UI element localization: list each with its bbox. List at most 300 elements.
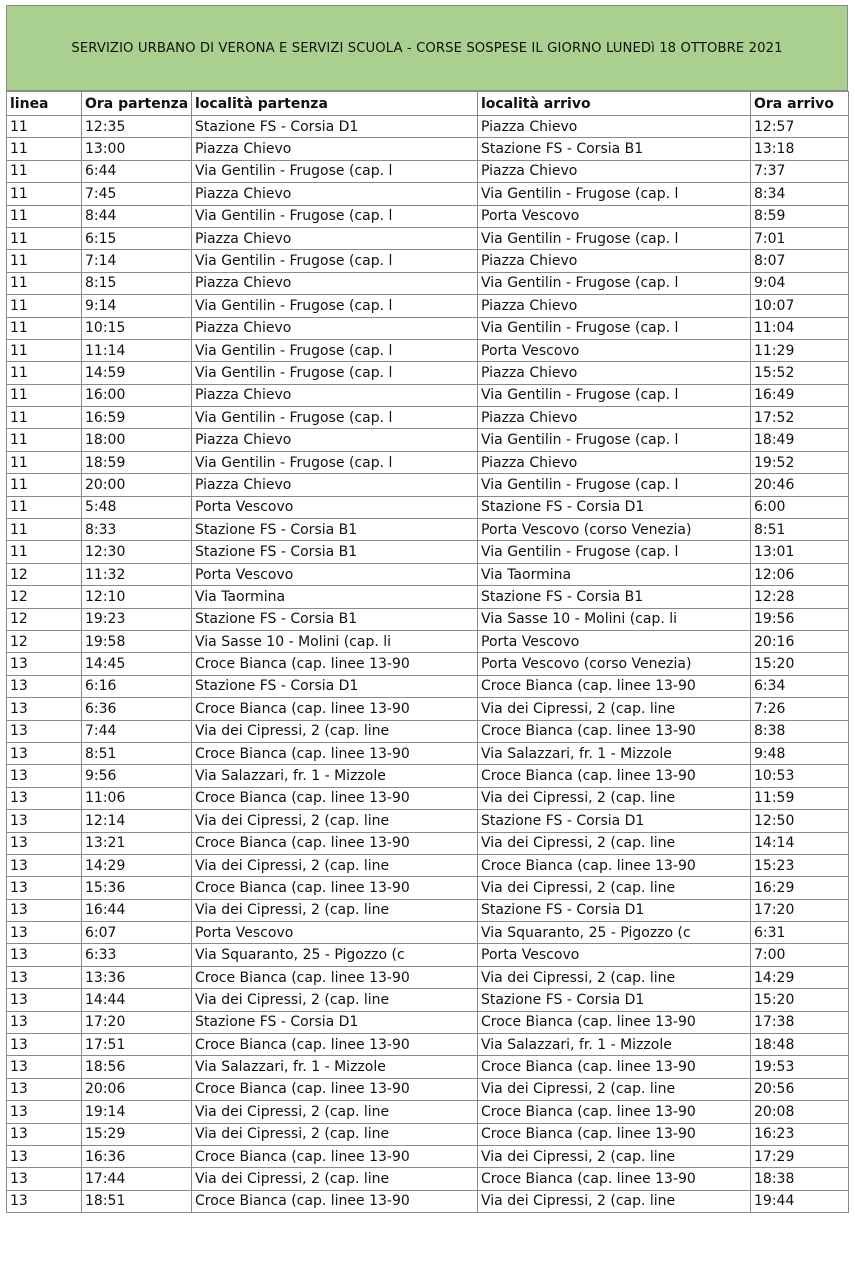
cell-ora-arrivo: 16:49 <box>751 384 849 406</box>
cell-linea: 11 <box>7 116 82 138</box>
cell-linea: 13 <box>7 832 82 854</box>
cell-ora-arrivo: 8:59 <box>751 205 849 227</box>
cell-ora-partenza: 19:23 <box>82 608 192 630</box>
cell-localita-arrivo: Via Gentilin - Frugose (cap. l <box>478 317 751 339</box>
cell-localita-arrivo: Via Gentilin - Frugose (cap. l <box>478 384 751 406</box>
cell-localita-partenza: Piazza Chievo <box>192 429 478 451</box>
cell-ora-partenza: 14:59 <box>82 362 192 384</box>
table-row <box>7 944 849 966</box>
table-row <box>7 227 849 249</box>
cell-linea: 13 <box>7 989 82 1011</box>
cell-ora-arrivo: 12:06 <box>751 563 849 585</box>
cell-linea: 11 <box>7 451 82 473</box>
cell-localita-arrivo: Via Gentilin - Frugose (cap. l <box>478 429 751 451</box>
cell-ora-arrivo: 7:00 <box>751 944 849 966</box>
cell-ora-arrivo: 10:07 <box>751 295 849 317</box>
cell-linea: 13 <box>7 922 82 944</box>
cell-ora-partenza: 6:36 <box>82 698 192 720</box>
cell-ora-partenza: 18:56 <box>82 1056 192 1078</box>
cell-ora-partenza: 9:56 <box>82 765 192 787</box>
cell-localita-partenza: Via Gentilin - Frugose (cap. l <box>192 160 478 182</box>
cell-ora-partenza: 8:15 <box>82 272 192 294</box>
table-row <box>7 474 849 496</box>
cell-ora-arrivo: 8:07 <box>751 250 849 272</box>
cell-localita-partenza: Piazza Chievo <box>192 183 478 205</box>
table-row <box>7 407 849 429</box>
cell-ora-partenza: 17:20 <box>82 1011 192 1033</box>
cell-ora-arrivo: 19:52 <box>751 451 849 473</box>
cell-ora-partenza: 9:14 <box>82 295 192 317</box>
cell-linea: 13 <box>7 765 82 787</box>
header-row <box>7 92 849 116</box>
cell-localita-arrivo: Via Salazzari, fr. 1 - Mizzole <box>478 1034 751 1056</box>
cell-ora-partenza: 10:15 <box>82 317 192 339</box>
cell-ora-partenza: 6:44 <box>82 160 192 182</box>
cell-ora-arrivo: 17:52 <box>751 407 849 429</box>
cell-linea: 13 <box>7 899 82 921</box>
cell-ora-partenza: 13:36 <box>82 966 192 988</box>
cell-linea: 13 <box>7 944 82 966</box>
cell-linea: 13 <box>7 1034 82 1056</box>
cell-linea: 11 <box>7 384 82 406</box>
table-row <box>7 1168 849 1190</box>
cell-ora-partenza: 6:16 <box>82 675 192 697</box>
cell-localita-partenza: Stazione FS - Corsia B1 <box>192 608 478 630</box>
cell-ora-arrivo: 7:37 <box>751 160 849 182</box>
title-banner <box>6 5 848 91</box>
table-row <box>7 295 849 317</box>
cell-localita-partenza: Croce Bianca (cap. linee 13-90 <box>192 877 478 899</box>
cell-ora-arrivo: 14:29 <box>751 966 849 988</box>
table-row <box>7 787 849 809</box>
column-header-linea: linea <box>7 92 82 116</box>
cell-linea: 11 <box>7 362 82 384</box>
cell-linea: 11 <box>7 474 82 496</box>
cell-ora-partenza: 16:00 <box>82 384 192 406</box>
cell-ora-partenza: 19:58 <box>82 630 192 652</box>
cell-linea: 11 <box>7 250 82 272</box>
cell-linea: 11 <box>7 295 82 317</box>
table-row <box>7 1078 849 1100</box>
cell-localita-arrivo: Croce Bianca (cap. linee 13-90 <box>478 1011 751 1033</box>
cell-localita-partenza: Via Squaranto, 25 - Pigozzo (c <box>192 944 478 966</box>
cell-localita-partenza: Via Gentilin - Frugose (cap. l <box>192 295 478 317</box>
cell-ora-arrivo: 12:57 <box>751 116 849 138</box>
cell-ora-partenza: 12:14 <box>82 810 192 832</box>
cell-localita-partenza: Piazza Chievo <box>192 474 478 496</box>
cell-ora-partenza: 8:33 <box>82 519 192 541</box>
cell-ora-arrivo: 16:23 <box>751 1123 849 1145</box>
cell-localita-arrivo: Croce Bianca (cap. linee 13-90 <box>478 1056 751 1078</box>
cell-localita-arrivo: Piazza Chievo <box>478 407 751 429</box>
cell-localita-partenza: Croce Bianca (cap. linee 13-90 <box>192 832 478 854</box>
cell-linea: 13 <box>7 966 82 988</box>
cell-ora-partenza: 14:29 <box>82 854 192 876</box>
cell-ora-partenza: 6:33 <box>82 944 192 966</box>
table-row <box>7 317 849 339</box>
table-row <box>7 765 849 787</box>
cell-ora-partenza: 7:14 <box>82 250 192 272</box>
cell-ora-partenza: 13:00 <box>82 138 192 160</box>
table-row <box>7 250 849 272</box>
cell-localita-partenza: Piazza Chievo <box>192 384 478 406</box>
cell-localita-partenza: Croce Bianca (cap. linee 13-90 <box>192 1078 478 1100</box>
cell-localita-arrivo: Stazione FS - Corsia D1 <box>478 989 751 1011</box>
cell-localita-arrivo: Piazza Chievo <box>478 451 751 473</box>
table-row <box>7 384 849 406</box>
cell-localita-arrivo: Stazione FS - Corsia D1 <box>478 899 751 921</box>
cell-localita-arrivo: Piazza Chievo <box>478 295 751 317</box>
cell-localita-arrivo: Stazione FS - Corsia B1 <box>478 138 751 160</box>
cell-ora-arrivo: 14:14 <box>751 832 849 854</box>
cell-ora-arrivo: 11:04 <box>751 317 849 339</box>
cell-localita-arrivo: Via Squaranto, 25 - Pigozzo (c <box>478 922 751 944</box>
cell-linea: 11 <box>7 519 82 541</box>
cell-localita-partenza: Croce Bianca (cap. linee 13-90 <box>192 698 478 720</box>
table-row <box>7 675 849 697</box>
table-body <box>7 116 849 1213</box>
table-row <box>7 1056 849 1078</box>
cell-ora-partenza: 15:36 <box>82 877 192 899</box>
cell-localita-partenza: Croce Bianca (cap. linee 13-90 <box>192 742 478 764</box>
cell-ora-arrivo: 11:29 <box>751 339 849 361</box>
cell-localita-arrivo: Piazza Chievo <box>478 160 751 182</box>
table-row <box>7 989 849 1011</box>
table-row <box>7 608 849 630</box>
cell-localita-partenza: Stazione FS - Corsia B1 <box>192 519 478 541</box>
cell-localita-arrivo: Piazza Chievo <box>478 250 751 272</box>
table-row <box>7 742 849 764</box>
cell-localita-arrivo: Via Gentilin - Frugose (cap. l <box>478 183 751 205</box>
cell-localita-arrivo: Porta Vescovo (corso Venezia) <box>478 519 751 541</box>
cell-ora-partenza: 6:07 <box>82 922 192 944</box>
cell-localita-partenza: Piazza Chievo <box>192 272 478 294</box>
cell-localita-arrivo: Porta Vescovo <box>478 944 751 966</box>
cell-linea: 13 <box>7 854 82 876</box>
cell-linea: 13 <box>7 1101 82 1123</box>
table-row <box>7 429 849 451</box>
cell-localita-arrivo: Porta Vescovo <box>478 205 751 227</box>
table-row <box>7 519 849 541</box>
cell-localita-arrivo: Via dei Cipressi, 2 (cap. line <box>478 1145 751 1167</box>
cell-linea: 11 <box>7 205 82 227</box>
cell-ora-partenza: 16:59 <box>82 407 192 429</box>
cell-linea: 13 <box>7 742 82 764</box>
cell-linea: 13 <box>7 1078 82 1100</box>
table-row <box>7 362 849 384</box>
cell-localita-arrivo: Via dei Cipressi, 2 (cap. line <box>478 787 751 809</box>
cell-linea: 13 <box>7 877 82 899</box>
cell-ora-arrivo: 11:59 <box>751 787 849 809</box>
table-row <box>7 272 849 294</box>
cell-localita-partenza: Porta Vescovo <box>192 496 478 518</box>
table-row <box>7 586 849 608</box>
cell-ora-arrivo: 7:26 <box>751 698 849 720</box>
cell-ora-partenza: 12:35 <box>82 116 192 138</box>
column-header-ora-partenza: Ora partenza <box>82 92 192 116</box>
cell-ora-arrivo: 8:51 <box>751 519 849 541</box>
cell-ora-arrivo: 10:53 <box>751 765 849 787</box>
table-row <box>7 810 849 832</box>
cell-ora-partenza: 15:29 <box>82 1123 192 1145</box>
table-row <box>7 541 849 563</box>
table-row <box>7 496 849 518</box>
cell-localita-partenza: Croce Bianca (cap. linee 13-90 <box>192 1034 478 1056</box>
cell-linea: 13 <box>7 810 82 832</box>
cell-localita-arrivo: Stazione FS - Corsia D1 <box>478 496 751 518</box>
cell-ora-partenza: 18:00 <box>82 429 192 451</box>
cell-localita-partenza: Via dei Cipressi, 2 (cap. line <box>192 854 478 876</box>
cell-ora-arrivo: 15:20 <box>751 653 849 675</box>
cell-localita-arrivo: Via Gentilin - Frugose (cap. l <box>478 272 751 294</box>
cell-linea: 13 <box>7 1123 82 1145</box>
cell-ora-partenza: 12:10 <box>82 586 192 608</box>
cell-linea: 11 <box>7 227 82 249</box>
cell-localita-arrivo: Via dei Cipressi, 2 (cap. line <box>478 1190 751 1212</box>
cell-localita-partenza: Via dei Cipressi, 2 (cap. line <box>192 720 478 742</box>
table-row <box>7 832 849 854</box>
cell-localita-arrivo: Piazza Chievo <box>478 116 751 138</box>
cell-localita-partenza: Via Gentilin - Frugose (cap. l <box>192 362 478 384</box>
table-row <box>7 183 849 205</box>
cell-ora-partenza: 11:06 <box>82 787 192 809</box>
cell-localita-partenza: Croce Bianca (cap. linee 13-90 <box>192 1190 478 1212</box>
cell-localita-partenza: Stazione FS - Corsia B1 <box>192 541 478 563</box>
table-row <box>7 1101 849 1123</box>
cell-localita-arrivo: Via dei Cipressi, 2 (cap. line <box>478 1078 751 1100</box>
cell-linea: 13 <box>7 1168 82 1190</box>
cell-ora-arrivo: 12:50 <box>751 810 849 832</box>
cell-ora-arrivo: 13:01 <box>751 541 849 563</box>
cell-linea: 11 <box>7 272 82 294</box>
cell-localita-arrivo: Via Taormina <box>478 563 751 585</box>
table-row <box>7 1123 849 1145</box>
cell-localita-partenza: Via Salazzari, fr. 1 - Mizzole <box>192 765 478 787</box>
cell-ora-arrivo: 18:49 <box>751 429 849 451</box>
cell-ora-arrivo: 16:29 <box>751 877 849 899</box>
cell-ora-arrivo: 19:53 <box>751 1056 849 1078</box>
cell-linea: 11 <box>7 138 82 160</box>
cell-localita-arrivo: Stazione FS - Corsia B1 <box>478 586 751 608</box>
cell-ora-arrivo: 15:52 <box>751 362 849 384</box>
cell-localita-arrivo: Porta Vescovo (corso Venezia) <box>478 653 751 675</box>
cell-ora-partenza: 7:44 <box>82 720 192 742</box>
cell-linea: 13 <box>7 653 82 675</box>
cell-ora-arrivo: 17:29 <box>751 1145 849 1167</box>
column-header-localita-arrivo: località arrivo <box>478 92 751 116</box>
cell-localita-partenza: Via Gentilin - Frugose (cap. l <box>192 250 478 272</box>
cell-localita-partenza: Via Gentilin - Frugose (cap. l <box>192 451 478 473</box>
cell-linea: 11 <box>7 429 82 451</box>
cell-linea: 13 <box>7 1056 82 1078</box>
cell-ora-partenza: 11:32 <box>82 563 192 585</box>
cell-linea: 13 <box>7 675 82 697</box>
cell-localita-partenza: Via dei Cipressi, 2 (cap. line <box>192 1168 478 1190</box>
table-row <box>7 1034 849 1056</box>
cell-ora-arrivo: 6:00 <box>751 496 849 518</box>
table-row <box>7 877 849 899</box>
cell-localita-arrivo: Croce Bianca (cap. linee 13-90 <box>478 675 751 697</box>
table-row <box>7 720 849 742</box>
cell-ora-arrivo: 9:04 <box>751 272 849 294</box>
cell-ora-partenza: 7:45 <box>82 183 192 205</box>
cell-localita-partenza: Piazza Chievo <box>192 227 478 249</box>
table-row <box>7 205 849 227</box>
cell-ora-partenza: 16:44 <box>82 899 192 921</box>
cell-linea: 12 <box>7 630 82 652</box>
cell-localita-partenza: Piazza Chievo <box>192 138 478 160</box>
cell-linea: 12 <box>7 608 82 630</box>
suspended-trips-table <box>6 91 849 1213</box>
cell-linea: 12 <box>7 563 82 585</box>
cell-ora-arrivo: 6:34 <box>751 675 849 697</box>
cell-localita-arrivo: Croce Bianca (cap. linee 13-90 <box>478 720 751 742</box>
cell-ora-arrivo: 20:16 <box>751 630 849 652</box>
cell-ora-partenza: 17:44 <box>82 1168 192 1190</box>
table-row <box>7 698 849 720</box>
table-row <box>7 1145 849 1167</box>
cell-ora-arrivo: 9:48 <box>751 742 849 764</box>
cell-ora-partenza: 6:15 <box>82 227 192 249</box>
cell-ora-partenza: 19:14 <box>82 1101 192 1123</box>
cell-localita-partenza: Croce Bianca (cap. linee 13-90 <box>192 1145 478 1167</box>
cell-localita-partenza: Via Gentilin - Frugose (cap. l <box>192 205 478 227</box>
cell-linea: 11 <box>7 339 82 361</box>
cell-ora-arrivo: 15:23 <box>751 854 849 876</box>
cell-localita-partenza: Stazione FS - Corsia D1 <box>192 116 478 138</box>
cell-localita-partenza: Croce Bianca (cap. linee 13-90 <box>192 787 478 809</box>
cell-localita-arrivo: Via dei Cipressi, 2 (cap. line <box>478 698 751 720</box>
cell-ora-arrivo: 8:38 <box>751 720 849 742</box>
cell-ora-arrivo: 18:38 <box>751 1168 849 1190</box>
cell-localita-partenza: Via dei Cipressi, 2 (cap. line <box>192 1101 478 1123</box>
cell-localita-arrivo: Porta Vescovo <box>478 339 751 361</box>
table-row <box>7 451 849 473</box>
cell-localita-arrivo: Via dei Cipressi, 2 (cap. line <box>478 877 751 899</box>
cell-localita-partenza: Stazione FS - Corsia D1 <box>192 675 478 697</box>
cell-localita-arrivo: Croce Bianca (cap. linee 13-90 <box>478 1101 751 1123</box>
cell-ora-arrivo: 15:20 <box>751 989 849 1011</box>
cell-linea: 11 <box>7 160 82 182</box>
cell-ora-partenza: 11:14 <box>82 339 192 361</box>
table-row <box>7 138 849 160</box>
table-row <box>7 1190 849 1212</box>
table-row <box>7 966 849 988</box>
cell-localita-arrivo: Via Gentilin - Frugose (cap. l <box>478 227 751 249</box>
table-row <box>7 854 849 876</box>
cell-ora-partenza: 13:21 <box>82 832 192 854</box>
cell-localita-partenza: Via dei Cipressi, 2 (cap. line <box>192 1123 478 1145</box>
cell-ora-arrivo: 20:46 <box>751 474 849 496</box>
cell-ora-arrivo: 18:48 <box>751 1034 849 1056</box>
table-row <box>7 922 849 944</box>
cell-ora-partenza: 12:30 <box>82 541 192 563</box>
cell-localita-partenza: Via Salazzari, fr. 1 - Mizzole <box>192 1056 478 1078</box>
column-header-localita-partenza: località partenza <box>192 92 478 116</box>
cell-localita-arrivo: Via dei Cipressi, 2 (cap. line <box>478 966 751 988</box>
cell-ora-partenza: 18:51 <box>82 1190 192 1212</box>
table-row <box>7 899 849 921</box>
cell-localita-arrivo: Croce Bianca (cap. linee 13-90 <box>478 1168 751 1190</box>
cell-ora-arrivo: 20:08 <box>751 1101 849 1123</box>
cell-localita-arrivo: Croce Bianca (cap. linee 13-90 <box>478 1123 751 1145</box>
cell-ora-partenza: 5:48 <box>82 496 192 518</box>
table-row <box>7 116 849 138</box>
cell-localita-arrivo: Via Gentilin - Frugose (cap. l <box>478 541 751 563</box>
cell-ora-arrivo: 20:56 <box>751 1078 849 1100</box>
cell-ora-partenza: 8:44 <box>82 205 192 227</box>
cell-ora-arrivo: 12:28 <box>751 586 849 608</box>
cell-linea: 13 <box>7 1145 82 1167</box>
cell-linea: 13 <box>7 698 82 720</box>
cell-localita-partenza: Via dei Cipressi, 2 (cap. line <box>192 899 478 921</box>
cell-localita-partenza: Via dei Cipressi, 2 (cap. line <box>192 989 478 1011</box>
cell-linea: 11 <box>7 496 82 518</box>
cell-localita-partenza: Via Gentilin - Frugose (cap. l <box>192 339 478 361</box>
table-row <box>7 339 849 361</box>
cell-linea: 13 <box>7 1190 82 1212</box>
cell-localita-partenza: Via Sasse 10 - Molini (cap. li <box>192 630 478 652</box>
cell-linea: 13 <box>7 720 82 742</box>
cell-localita-arrivo: Via Gentilin - Frugose (cap. l <box>478 474 751 496</box>
table-row <box>7 160 849 182</box>
cell-ora-arrivo: 6:31 <box>751 922 849 944</box>
cell-ora-arrivo: 19:56 <box>751 608 849 630</box>
schedule-sheet <box>6 5 848 1213</box>
cell-ora-partenza: 17:51 <box>82 1034 192 1056</box>
cell-linea: 11 <box>7 317 82 339</box>
cell-ora-partenza: 18:59 <box>82 451 192 473</box>
cell-localita-arrivo: Via Salazzari, fr. 1 - Mizzole <box>478 742 751 764</box>
cell-ora-partenza: 8:51 <box>82 742 192 764</box>
table-row <box>7 630 849 652</box>
cell-ora-arrivo: 19:44 <box>751 1190 849 1212</box>
cell-localita-partenza: Piazza Chievo <box>192 317 478 339</box>
cell-localita-partenza: Via dei Cipressi, 2 (cap. line <box>192 810 478 832</box>
cell-ora-partenza: 14:45 <box>82 653 192 675</box>
cell-ora-partenza: 14:44 <box>82 989 192 1011</box>
cell-localita-partenza: Porta Vescovo <box>192 922 478 944</box>
cell-localita-arrivo: Piazza Chievo <box>478 362 751 384</box>
cell-ora-partenza: 16:36 <box>82 1145 192 1167</box>
cell-localita-arrivo: Croce Bianca (cap. linee 13-90 <box>478 854 751 876</box>
cell-ora-arrivo: 13:18 <box>751 138 849 160</box>
cell-localita-arrivo: Via dei Cipressi, 2 (cap. line <box>478 832 751 854</box>
cell-linea: 11 <box>7 407 82 429</box>
cell-localita-arrivo: Via Sasse 10 - Molini (cap. li <box>478 608 751 630</box>
cell-localita-partenza: Croce Bianca (cap. linee 13-90 <box>192 653 478 675</box>
table-row <box>7 653 849 675</box>
cell-localita-partenza: Porta Vescovo <box>192 563 478 585</box>
cell-ora-partenza: 20:06 <box>82 1078 192 1100</box>
cell-ora-arrivo: 7:01 <box>751 227 849 249</box>
cell-ora-arrivo: 17:20 <box>751 899 849 921</box>
column-header-ora-arrivo: Ora arrivo <box>751 92 849 116</box>
cell-localita-partenza: Croce Bianca (cap. linee 13-90 <box>192 966 478 988</box>
table-row <box>7 563 849 585</box>
table-row <box>7 1011 849 1033</box>
cell-linea: 12 <box>7 586 82 608</box>
cell-ora-arrivo: 8:34 <box>751 183 849 205</box>
cell-linea: 13 <box>7 787 82 809</box>
cell-localita-partenza: Via Taormina <box>192 586 478 608</box>
cell-linea: 11 <box>7 183 82 205</box>
cell-linea: 11 <box>7 541 82 563</box>
cell-linea: 13 <box>7 1011 82 1033</box>
cell-localita-arrivo: Croce Bianca (cap. linee 13-90 <box>478 765 751 787</box>
cell-localita-arrivo: Porta Vescovo <box>478 630 751 652</box>
cell-ora-partenza: 20:00 <box>82 474 192 496</box>
